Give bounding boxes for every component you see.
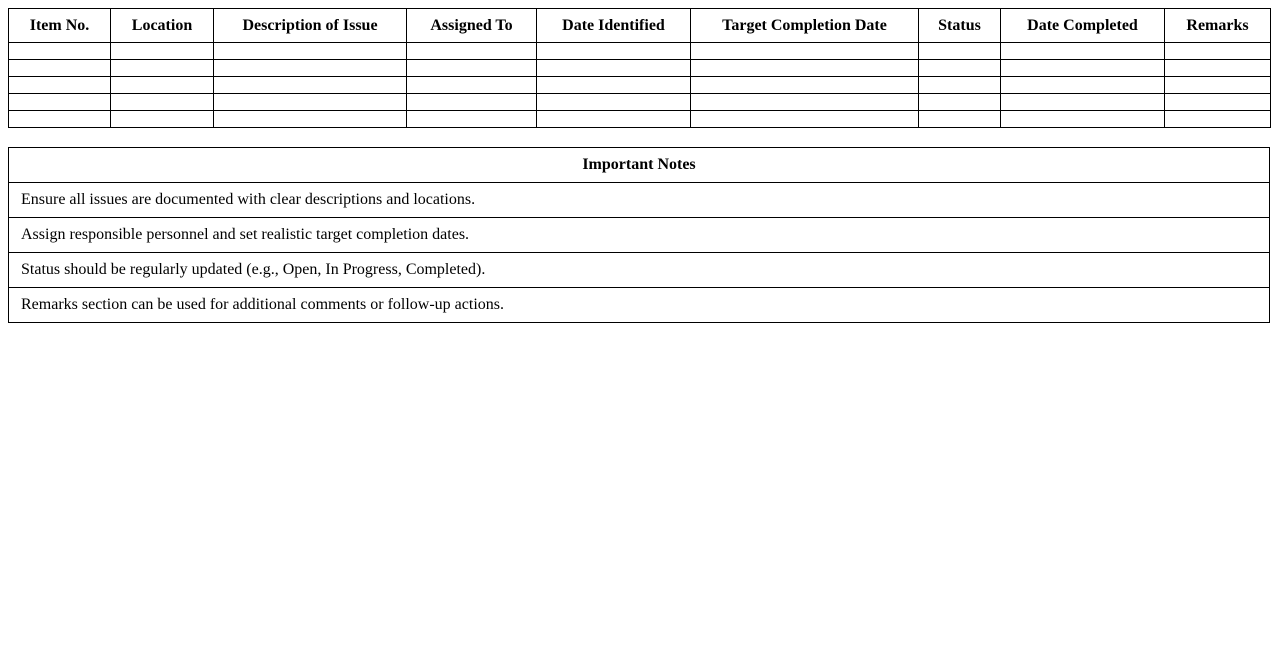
- table-cell[interactable]: [919, 111, 1001, 128]
- table-cell[interactable]: [407, 43, 537, 60]
- header-location: Location: [111, 9, 214, 43]
- table-cell[interactable]: [537, 60, 691, 77]
- table-cell[interactable]: [919, 94, 1001, 111]
- table-cell[interactable]: [9, 43, 111, 60]
- table-cell[interactable]: [537, 111, 691, 128]
- table-row: [9, 111, 1271, 128]
- table-cell[interactable]: [1001, 94, 1165, 111]
- table-cell[interactable]: [9, 60, 111, 77]
- table-cell[interactable]: [691, 60, 919, 77]
- table-cell[interactable]: [1165, 94, 1271, 111]
- table-cell[interactable]: [407, 77, 537, 94]
- table-cell[interactable]: [691, 111, 919, 128]
- table-cell[interactable]: [111, 60, 214, 77]
- issue-tracking-table: [8, 8, 1271, 128]
- note-item: Ensure all issues are documented with clear descriptions and locations.: [9, 183, 1270, 218]
- table-cell[interactable]: [111, 77, 214, 94]
- header-description: Description of Issue: [214, 9, 407, 43]
- table-row: [9, 77, 1271, 94]
- table-cell[interactable]: [214, 60, 407, 77]
- table-cell[interactable]: [407, 60, 537, 77]
- table-cell[interactable]: [1001, 60, 1165, 77]
- table-cell[interactable]: [9, 94, 111, 111]
- header-remarks: Remarks: [1165, 9, 1271, 43]
- header-date-completed: Date Completed: [1001, 9, 1165, 43]
- table-row: [9, 60, 1271, 77]
- table-cell[interactable]: [1001, 111, 1165, 128]
- table-cell[interactable]: [537, 77, 691, 94]
- table-cell[interactable]: [111, 94, 214, 111]
- note-item: Remarks section can be used for additional comments or follow-up actions.: [9, 288, 1270, 323]
- table-row: [9, 94, 1271, 111]
- table-cell[interactable]: [537, 94, 691, 111]
- table-cell[interactable]: [919, 43, 1001, 60]
- table-cell[interactable]: [691, 77, 919, 94]
- table-row: [9, 43, 1271, 60]
- note-row: [9, 288, 1270, 323]
- header-item-no: Item No.: [9, 9, 111, 43]
- table-cell[interactable]: [1001, 43, 1165, 60]
- notes-title: Important Notes: [9, 148, 1270, 183]
- table-cell[interactable]: [1165, 111, 1271, 128]
- table-cell[interactable]: [214, 77, 407, 94]
- table-cell[interactable]: [537, 43, 691, 60]
- note-row: [9, 218, 1270, 253]
- header-date-identified: Date Identified: [537, 9, 691, 43]
- table-cell[interactable]: [407, 94, 537, 111]
- table-cell[interactable]: [919, 77, 1001, 94]
- header-target-completion-date: Target Completion Date: [691, 9, 919, 43]
- table-cell[interactable]: [1001, 77, 1165, 94]
- note-row: [9, 183, 1270, 218]
- header-assigned-to: Assigned To: [407, 9, 537, 43]
- table-cell[interactable]: [214, 94, 407, 111]
- table-header-row: [9, 9, 1271, 43]
- table-cell[interactable]: [1165, 77, 1271, 94]
- notes-header-row: [9, 148, 1270, 183]
- table-cell[interactable]: [111, 43, 214, 60]
- table-cell[interactable]: [919, 60, 1001, 77]
- table-cell[interactable]: [691, 94, 919, 111]
- table-cell[interactable]: [1165, 43, 1271, 60]
- table-cell[interactable]: [691, 43, 919, 60]
- table-cell[interactable]: [214, 43, 407, 60]
- header-status: Status: [919, 9, 1001, 43]
- note-item: Assign responsible personnel and set realistic target completion dates.: [9, 218, 1270, 253]
- table-cell[interactable]: [407, 111, 537, 128]
- table-cell[interactable]: [111, 111, 214, 128]
- table-body: [9, 43, 1271, 128]
- table-cell[interactable]: [1165, 60, 1271, 77]
- table-cell[interactable]: [9, 77, 111, 94]
- note-row: [9, 253, 1270, 288]
- notes-body: [9, 183, 1270, 323]
- important-notes-table: [8, 147, 1270, 323]
- table-cell[interactable]: [214, 111, 407, 128]
- note-item: Status should be regularly updated (e.g., Open, In Progress, Completed).: [9, 253, 1270, 288]
- table-cell[interactable]: [9, 111, 111, 128]
